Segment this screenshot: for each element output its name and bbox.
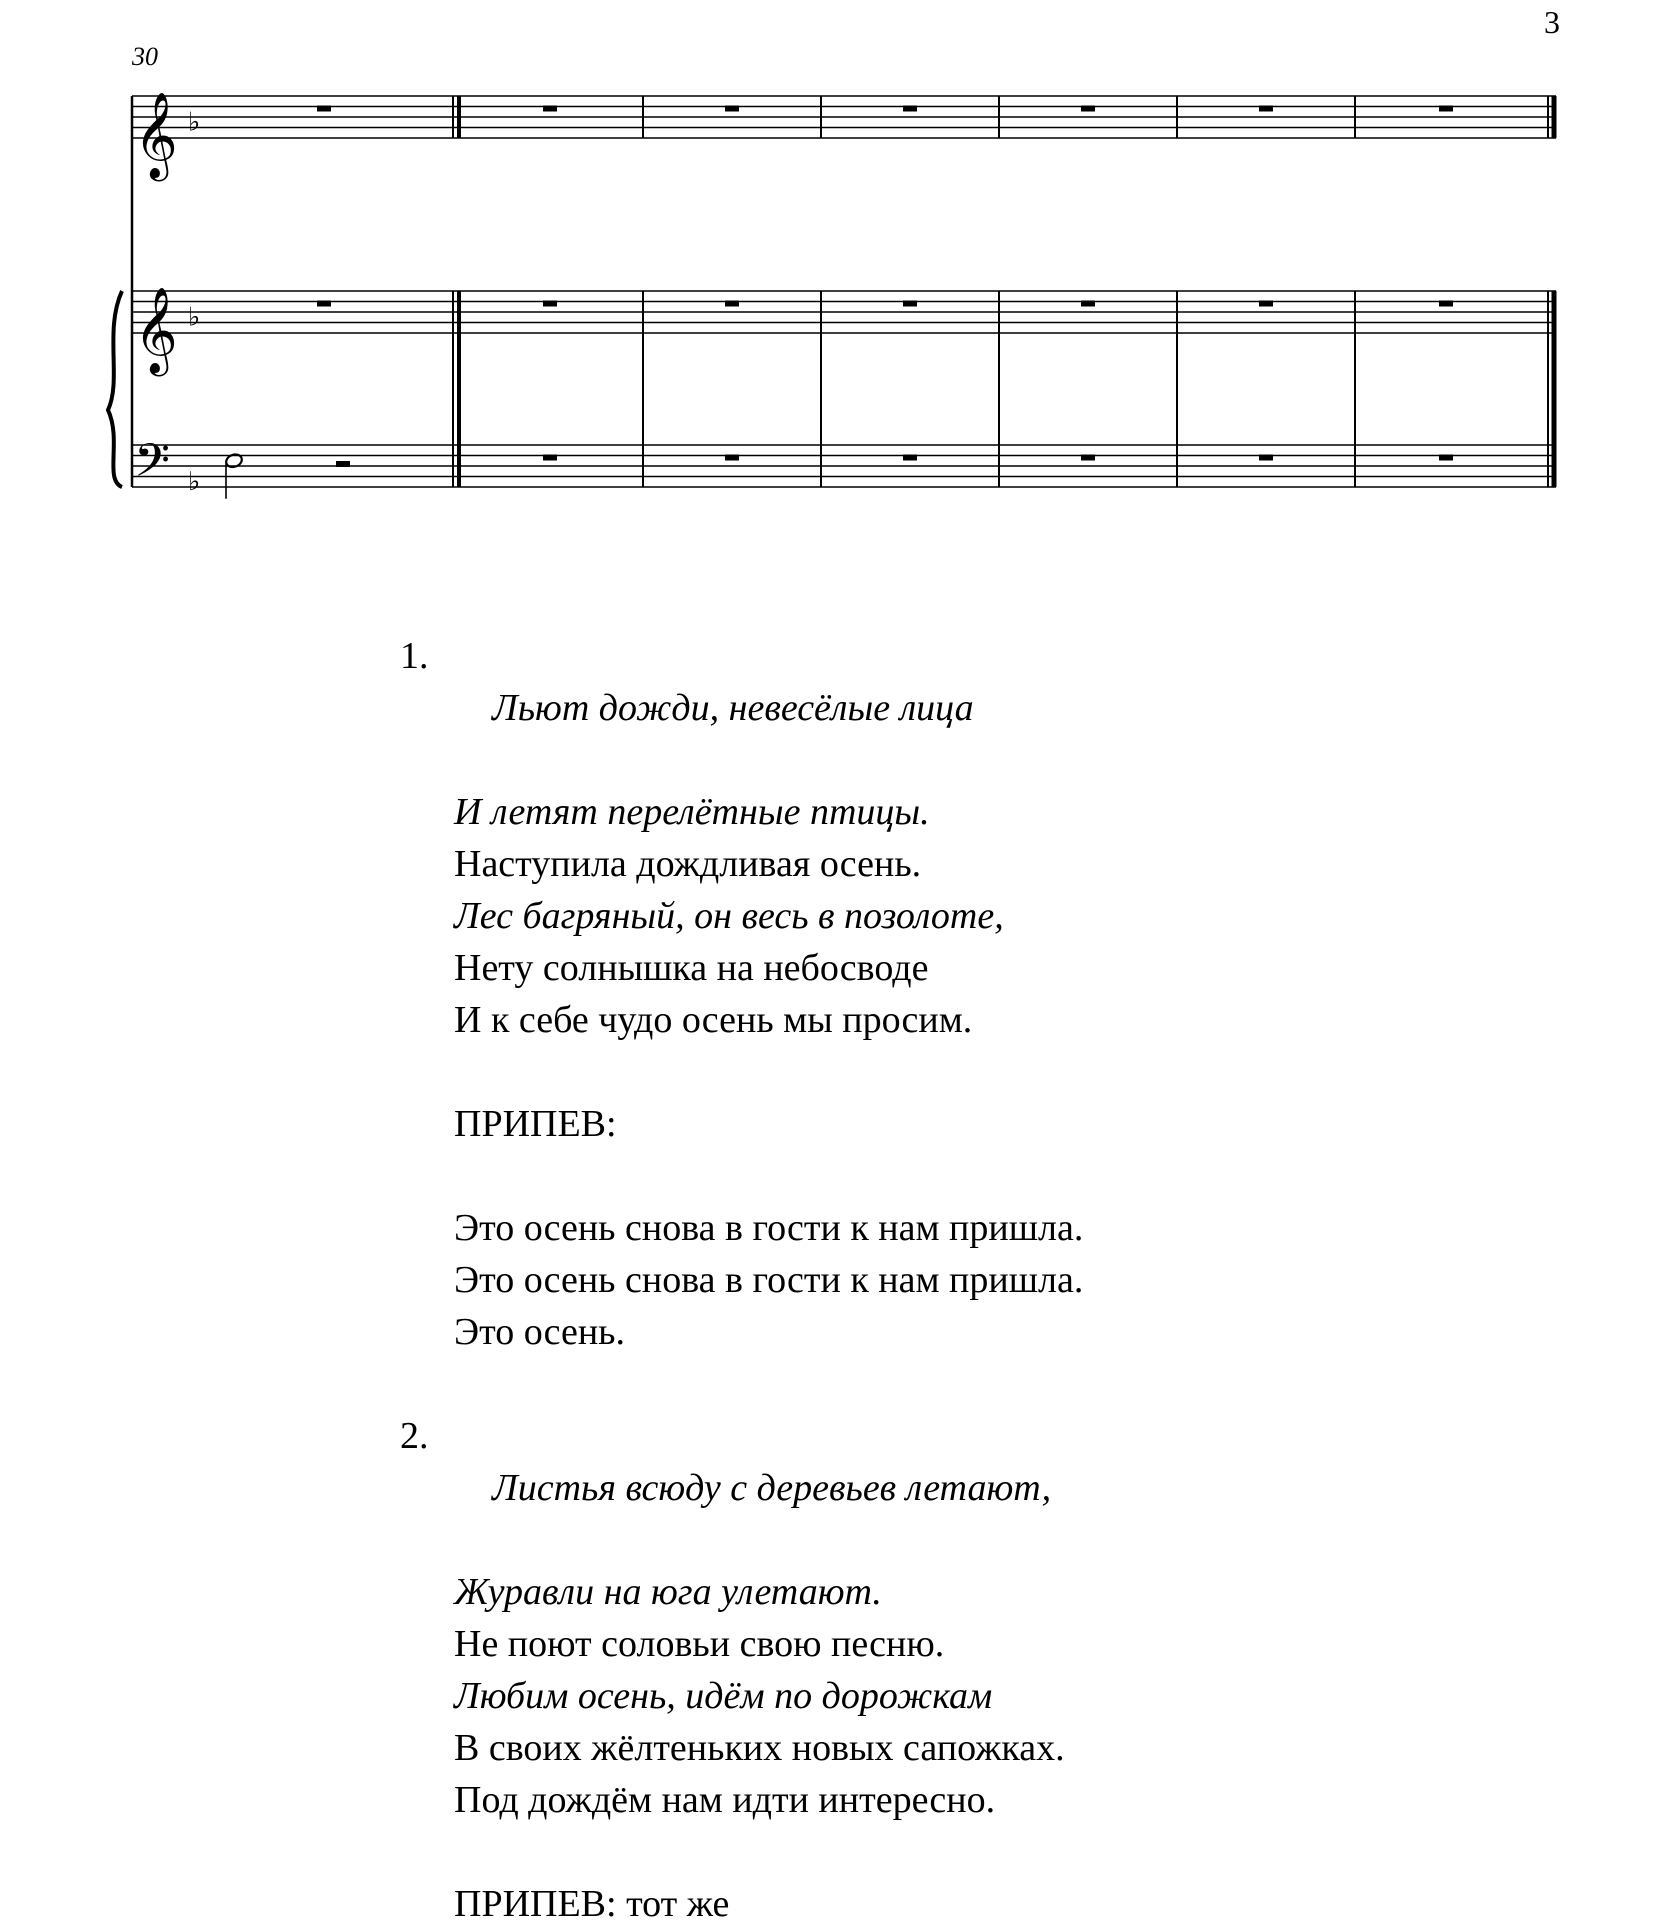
lyrics-verse1-line-2: И летят перелётные птицы. (454, 791, 930, 833)
rest (903, 455, 917, 461)
rest (317, 106, 331, 112)
rest (336, 461, 350, 467)
piano-brace (108, 291, 122, 487)
treble-clef-icon: 𝄞 (134, 287, 178, 373)
chorus1-line-3: Это осень. (454, 1311, 625, 1353)
measure-number: 30 (132, 42, 158, 71)
rest (903, 301, 917, 307)
rest (1439, 455, 1453, 461)
rest (1081, 106, 1095, 112)
lyrics-verse2-line-4: Любим осень, идём по дорожкам (454, 1675, 993, 1717)
spacer (400, 1046, 1083, 1098)
verse2-line-text: Листья всюду с деревьев летают, (492, 1467, 1052, 1509)
rest (1259, 106, 1273, 112)
rest (1259, 455, 1273, 461)
rest (1439, 106, 1453, 112)
treble-clef-icon: 𝄞 (134, 92, 178, 178)
verse1-line-text: Льют дожди, невесёлые лица (492, 687, 974, 729)
music-score (0, 0, 1656, 540)
verse1-number: 1. (400, 635, 429, 677)
chorus1-line-1: Это осень снова в гости к нам пришла. (454, 1207, 1084, 1249)
lyrics-verse2-line-5: В своих жёлтеньких новых сапожках. (454, 1727, 1065, 1769)
rest (725, 106, 739, 112)
spacer (400, 1358, 1083, 1410)
rest (1081, 455, 1095, 461)
lyrics-verse1-line-6: И к себе чудо осень мы просим. (454, 999, 973, 1041)
spacer (400, 1826, 1083, 1878)
lyrics-verse1-line-5: Нету солнышка на небосводе (454, 947, 929, 989)
lyrics-verse1-line-1 (400, 630, 1083, 786)
lyrics-verse2-line-2: Журавли на юга улетают. (454, 1571, 882, 1613)
bass-clef-icon: 𝄢 (134, 434, 171, 499)
rest (543, 301, 557, 307)
rest (725, 301, 739, 307)
spacer (400, 1150, 1083, 1202)
rest (543, 106, 557, 112)
rest (1259, 301, 1273, 307)
page-number: 3 (1544, 4, 1560, 40)
flat-icon: ♭ (188, 302, 201, 333)
rest (543, 455, 557, 461)
verse2-number: 2. (400, 1415, 429, 1457)
chorus1-line-2: Это осень снова в гости к нам пришла. (454, 1259, 1084, 1301)
rest (1439, 301, 1453, 307)
lyrics (400, 630, 1083, 1930)
rest (317, 301, 331, 307)
flat-icon: ♭ (188, 107, 201, 138)
lyrics-verse2-line-3: Не поют соловьи свою песню. (454, 1623, 945, 1665)
rest (725, 455, 739, 461)
lyrics-verse2-line-1 (400, 1410, 1083, 1566)
lyrics-verse2-line-6: Под дождём нам идти интересно. (454, 1779, 996, 1821)
rest (1081, 301, 1095, 307)
flat-icon: ♭ (188, 466, 201, 497)
lyrics-verse1-line-4: Лес багряный, он весь в позолоте, (454, 895, 1004, 937)
lyrics-verse1-line-3: Наступила дождливая осень. (454, 843, 922, 885)
rest (903, 106, 917, 112)
chorus2-label: ПРИПЕВ: тот же (454, 1883, 730, 1925)
chorus1-label: ПРИПЕВ: (454, 1103, 617, 1145)
score-staves (108, 92, 1556, 499)
